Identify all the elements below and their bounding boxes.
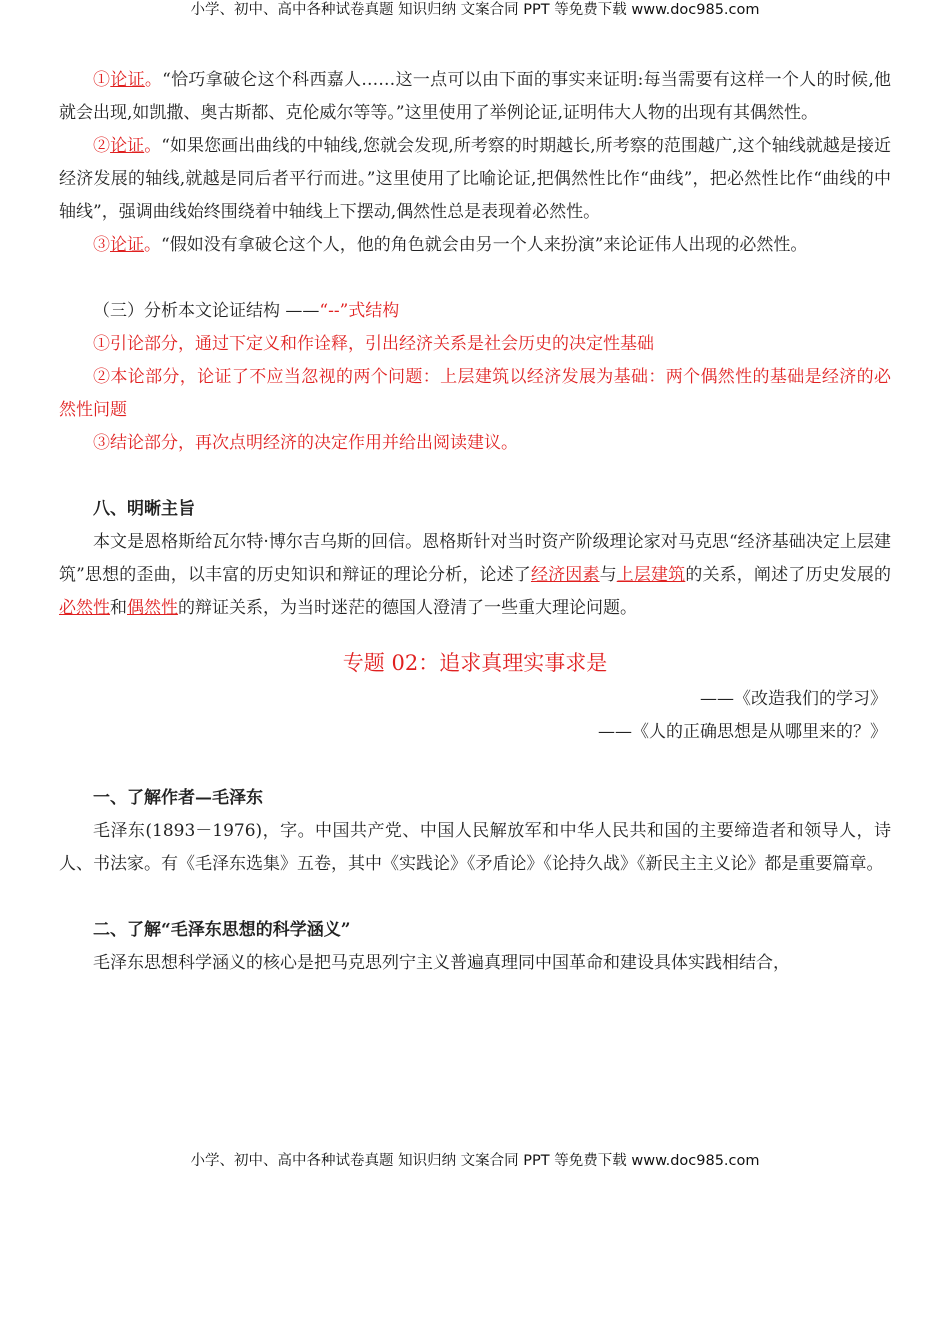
argument-number: ② [93,136,111,156]
section-8-title: 八、明晰主旨 [93,499,195,519]
section-author-title: 一、了解作者—毛泽东 [93,788,263,808]
argument-text: “如果您画出曲线的中轴线,您就会发现,所考察的时期越长,所考察的范围越广,这个轴线就越是接近经济发展的轴线,就越是同后者平行而进。”这里使用了比喻论证,把偶然性比作“曲线”，把必然性比作“曲线的中轴线”，强调曲线始终围绕着中轴线上下摆动,偶然性总是表现着必然性。 [59,136,892,222]
spacer [59,881,891,914]
argument-paragraph-2 [59,130,891,229]
structure-heading-blank: “--”式结构 [319,301,400,321]
argument-number: ① [93,70,111,90]
page-footer: 小学、初中、高中各种试卷真题 知识归纳 文案合同 PPT 等免费下载 www.doc985.com [190,1153,760,1169]
structure-item-1: ①引论部分，通过下定义和作诠释，引出经济关系是社会历史的决定性基础 [93,334,654,354]
section-author-text: 毛泽东(1893－1976)，字。中国共产党、中国人民解放军和中华人民共和国的主要缔造者和领导人，诗人、书法家。有《毛泽东选集》五卷，其中《实践论》《矛盾论》《论持久战》《新民主主义论》都是重要篇章。 [59,821,891,874]
text-run: 本文是恩格斯给瓦尔特·博尔吉乌斯的回信。恩格斯针对当时资产阶级理论家对马克思“经济基础决定上层建筑”思想的歪曲，以丰富的历史知识和辩证的理论分析，论述了 [59,532,891,585]
argument-punct: 。 [144,136,162,156]
argument-label: 论证 [110,235,144,255]
structure-item-2: ②本论部分，论证了不应当忽视的两个问题：上层建筑以经济发展为基础：两个偶然性的基础是经济的必然性问题 [59,367,891,420]
argument-text: “恰巧拿破仑这个科西嘉人……这一点可以由下面的事实来证明:每当需要有这样一个人的时候,他就会出现,如凯撒、奥古斯都、克伦威尔等等。”这里使用了举例论证,证明伟大人物的出现有其偶然性。 [59,70,892,123]
section-thought-title: 二、了解“毛泽东思想的科学涵义” [93,920,351,940]
keyword-superstructure: 上层建筑 [616,565,686,585]
page-header: 小学、初中、高中各种试卷真题 知识归纳 文案合同 PPT 等免费下载 www.doc985.com [190,2,760,18]
argument-paragraph-1 [59,64,891,130]
text-run: 的辩证关系，为当时迷茫的德国人澄清了一些重大理论问题。 [178,598,637,618]
structure-heading-prefix: （三）分析本文论证结构 —— [93,301,320,321]
spacer [59,460,891,493]
argument-text: “假如没有拿破仑这个人，他的角色就会由另一个人来扮演”来论证伟人出现的必然性。 [161,235,808,255]
argument-label: 论证 [110,70,145,90]
structure-heading [59,295,891,328]
topic-title: 专题 02：追求真理实事求是 [342,651,608,675]
keyword-necessity: 必然性 [59,598,110,618]
keyword-economic-factor: 经济因素 [530,565,600,585]
topic-reference-2: ——《人的正确思想是从哪里来的？》 [598,722,887,742]
spacer [59,749,891,782]
argument-punct: 。 [144,235,161,255]
spacer [59,262,891,295]
section-8-paragraph [59,526,891,625]
text-run: 与 [599,565,617,585]
document-body [59,64,891,980]
text-run: 和 [110,598,127,618]
argument-label: 论证 [110,136,145,156]
keyword-contingency: 偶然性 [127,598,178,618]
argument-paragraph-3 [59,229,891,262]
section-thought-text: 毛泽东思想科学涵义的核心是把马克思列宁主义普遍真理同中国革命和建设具体实践相结合， [93,953,790,973]
topic-reference-1: ——《改造我们的学习》 [700,689,887,709]
argument-number: ③ [93,235,110,255]
text-run: 的关系，阐述了历史发展的 [685,565,892,585]
argument-punct: 。 [144,70,163,90]
structure-item-3: ③结论部分，再次点明经济的决定作用并给出阅读建议。 [93,433,518,453]
